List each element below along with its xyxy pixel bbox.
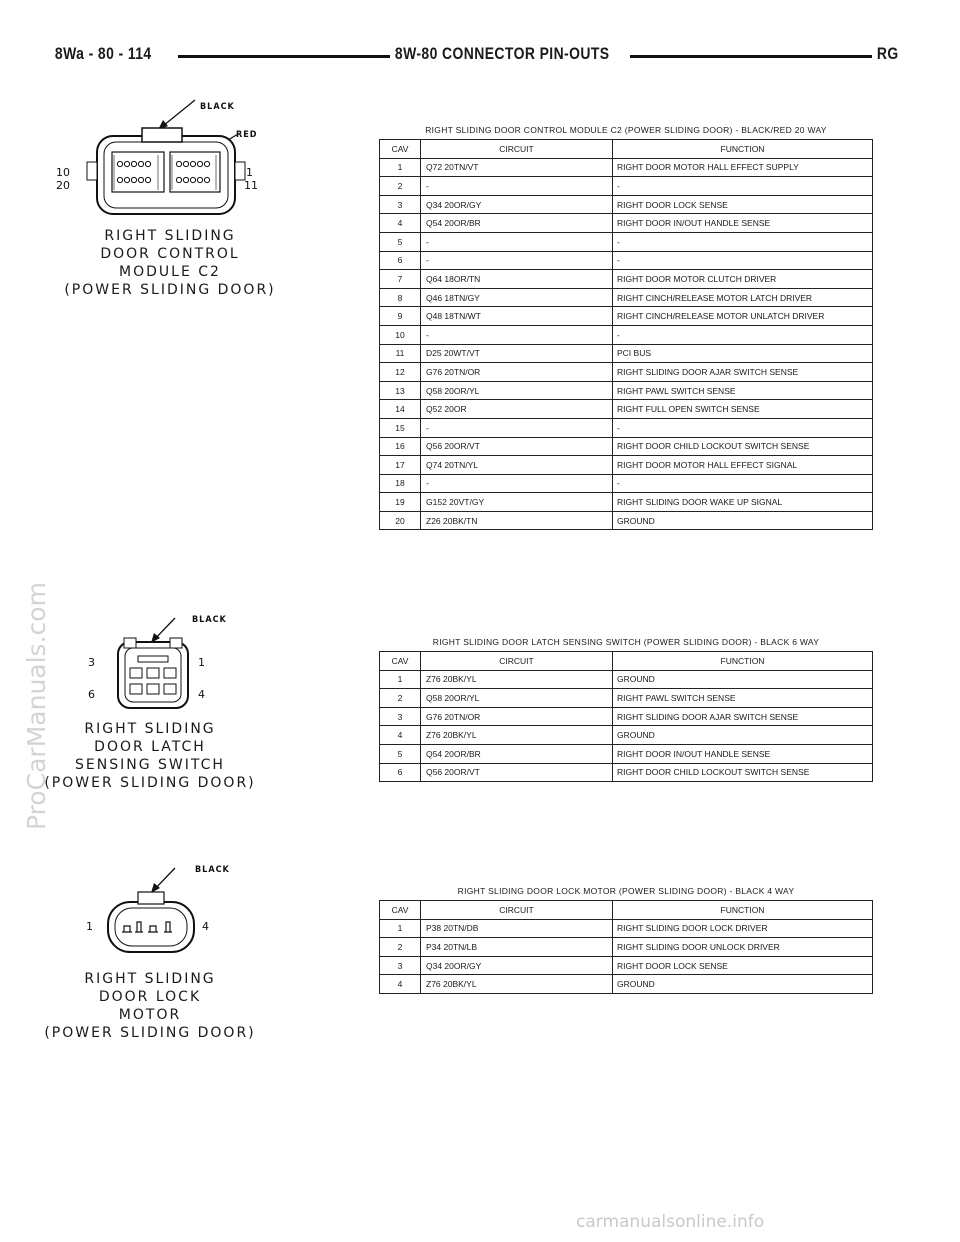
cav-cell: 4: [380, 726, 421, 745]
function-cell: GROUND: [613, 975, 873, 994]
function-cell: RIGHT DOOR LOCK SENSE: [613, 956, 873, 975]
col-header-function: FUNCTION: [613, 652, 873, 671]
circuit-cell: Z76 20BK/YL: [421, 670, 613, 689]
table-row: [380, 214, 873, 233]
table-row: [380, 493, 873, 512]
table-row: [380, 975, 873, 994]
circuit-cell: Q58 20OR/YL: [421, 689, 613, 708]
table-row: [380, 251, 873, 270]
col-header-function: FUNCTION: [613, 901, 873, 920]
function-cell: PCI BUS: [613, 344, 873, 363]
pin-label: 1: [86, 920, 93, 933]
pin-label: 10: [56, 166, 70, 179]
circuit-cell: -: [421, 474, 613, 493]
header-rule-left: [178, 55, 400, 58]
connector-lock-motor-icon: [80, 862, 260, 972]
circuit-cell: Q56 20OR/VT: [421, 763, 613, 782]
cav-cell: 14: [380, 400, 421, 419]
cav-cell: 11: [380, 344, 421, 363]
table-row: [380, 437, 873, 456]
pin-label: 20: [56, 179, 70, 192]
table-row: [380, 363, 873, 382]
table-title: RIGHT SLIDING DOOR LATCH SENSING SWITCH (POWER SLIDING DOOR) - BLACK 6 WAY: [432, 637, 820, 647]
connector-latch-caption: RIGHT SLIDING DOOR LATCH SENSING SWITCH (POWER SLIDING DOOR): [44, 721, 256, 791]
connector-c2-icon: [50, 100, 290, 230]
circuit-cell: P38 20TN/DB: [421, 919, 613, 938]
pin-label: 3: [88, 656, 95, 669]
cav-cell: 1: [380, 919, 421, 938]
cav-cell: 6: [380, 763, 421, 782]
col-header-circuit: CIRCUIT: [421, 901, 613, 920]
table-row: [380, 726, 873, 745]
circuit-cell: Q52 20OR: [421, 400, 613, 419]
circuit-cell: Q34 20OR/GY: [421, 195, 613, 214]
pinout-table-c2: [379, 125, 873, 530]
cav-cell: 2: [380, 938, 421, 957]
cav-cell: 4: [380, 214, 421, 233]
pin-label: 11: [244, 179, 258, 192]
circuit-cell: Q74 20TN/YL: [421, 456, 613, 475]
table-row: [380, 744, 873, 763]
table-row: [380, 288, 873, 307]
circuit-cell: -: [421, 232, 613, 251]
table-row: [380, 763, 873, 782]
cav-cell: 3: [380, 195, 421, 214]
cav-cell: 9: [380, 307, 421, 326]
color-label-black: BLACK: [195, 865, 230, 875]
cav-cell: 16: [380, 437, 421, 456]
pinout-table-lock-motor: [379, 886, 873, 994]
function-cell: -: [613, 177, 873, 196]
cav-cell: 5: [380, 744, 421, 763]
function-cell: RIGHT DOOR MOTOR CLUTCH DRIVER: [613, 270, 873, 289]
circuit-cell: -: [421, 177, 613, 196]
function-cell: RIGHT SLIDING DOOR AJAR SWITCH SENSE: [613, 707, 873, 726]
pin-label: 4: [198, 688, 205, 701]
function-cell: RIGHT DOOR IN/OUT HANDLE SENSE: [613, 744, 873, 763]
table-row: [380, 511, 873, 530]
table-row: [380, 689, 873, 708]
function-cell: RIGHT DOOR CHILD LOCKOUT SWITCH SENSE: [613, 437, 873, 456]
function-cell: RIGHT SLIDING DOOR UNLOCK DRIVER: [613, 938, 873, 957]
function-cell: GROUND: [613, 670, 873, 689]
pin-label: 4: [202, 920, 209, 933]
function-cell: GROUND: [613, 726, 873, 745]
col-header-circuit: CIRCUIT: [421, 652, 613, 671]
pin-label: 1: [198, 656, 205, 669]
cav-cell: 4: [380, 975, 421, 994]
cav-cell: 10: [380, 325, 421, 344]
function-cell: GROUND: [613, 511, 873, 530]
table-row: [380, 232, 873, 251]
cav-cell: 20: [380, 511, 421, 530]
function-cell: RIGHT DOOR IN/OUT HANDLE SENSE: [613, 214, 873, 233]
cav-cell: 17: [380, 456, 421, 475]
function-cell: RIGHT DOOR LOCK SENSE: [613, 195, 873, 214]
col-header-function: FUNCTION: [613, 140, 873, 159]
cav-cell: 18: [380, 474, 421, 493]
cav-cell: 2: [380, 689, 421, 708]
cav-cell: 1: [380, 670, 421, 689]
pinout-table: [379, 651, 873, 782]
watermark-left: ProCarManuals.com: [22, 582, 51, 830]
connector-lock-motor-drawing: [80, 862, 280, 972]
function-cell: RIGHT PAWL SWITCH SENSE: [613, 381, 873, 400]
function-cell: RIGHT PAWL SWITCH SENSE: [613, 689, 873, 708]
cav-cell: 12: [380, 363, 421, 382]
circuit-cell: Q54 20OR/BR: [421, 744, 613, 763]
function-cell: RIGHT SLIDING DOOR AJAR SWITCH SENSE: [613, 363, 873, 382]
col-header-cav: CAV: [380, 901, 421, 920]
circuit-cell: Q48 18TN/WT: [421, 307, 613, 326]
color-label-black: BLACK: [200, 102, 235, 112]
table-row: [380, 456, 873, 475]
table-title: RIGHT SLIDING DOOR CONTROL MODULE C2 (POWER SLIDING DOOR) - BLACK/RED 20 WAY: [425, 125, 827, 135]
table-row: [380, 474, 873, 493]
table-row: [380, 956, 873, 975]
color-label-black: BLACK: [192, 615, 227, 625]
function-cell: -: [613, 325, 873, 344]
circuit-cell: Q56 20OR/VT: [421, 437, 613, 456]
table-body: [380, 919, 873, 993]
table-row: [380, 919, 873, 938]
circuit-cell: G76 20TN/OR: [421, 707, 613, 726]
connector-latch-drawing: [80, 612, 280, 722]
table-row: [380, 670, 873, 689]
watermark-bottom: carmanualsonline.info: [576, 1212, 765, 1232]
cav-cell: 1: [380, 158, 421, 177]
pinout-table-latch: [379, 637, 873, 782]
circuit-cell: G152 20VT/GY: [421, 493, 613, 512]
table-row: [380, 381, 873, 400]
circuit-cell: Q64 18OR/TN: [421, 270, 613, 289]
circuit-cell: -: [421, 325, 613, 344]
col-header-cav: CAV: [380, 140, 421, 159]
circuit-cell: Q58 20OR/YL: [421, 381, 613, 400]
circuit-cell: Z76 20BK/YL: [421, 975, 613, 994]
cav-cell: 8: [380, 288, 421, 307]
circuit-cell: Z76 20BK/YL: [421, 726, 613, 745]
circuit-cell: G76 20TN/OR: [421, 363, 613, 382]
page-number: 8Wa - 80 - 114: [50, 44, 156, 64]
function-cell: RIGHT SLIDING DOOR LOCK DRIVER: [613, 919, 873, 938]
function-cell: -: [613, 251, 873, 270]
circuit-cell: P34 20TN/LB: [421, 938, 613, 957]
model-code: RG: [872, 44, 904, 64]
table-row: [380, 177, 873, 196]
cav-cell: 13: [380, 381, 421, 400]
table-row: [380, 307, 873, 326]
function-cell: RIGHT DOOR CHILD LOCKOUT SWITCH SENSE: [613, 763, 873, 782]
circuit-cell: Q46 18TN/GY: [421, 288, 613, 307]
function-cell: RIGHT FULL OPEN SWITCH SENSE: [613, 400, 873, 419]
pin-label: 1: [246, 166, 253, 179]
circuit-cell: D25 20WT/VT: [421, 344, 613, 363]
table-row: [380, 938, 873, 957]
table-title: RIGHT SLIDING DOOR LOCK MOTOR (POWER SLIDING DOOR) - BLACK 4 WAY: [457, 886, 795, 896]
table-row: [380, 400, 873, 419]
table-row: [380, 325, 873, 344]
cav-cell: 3: [380, 956, 421, 975]
color-label-red: RED: [236, 130, 258, 140]
col-header-cav: CAV: [380, 652, 421, 671]
table-row: [380, 158, 873, 177]
table-body: [380, 158, 873, 530]
circuit-cell: -: [421, 418, 613, 437]
function-cell: RIGHT DOOR MOTOR HALL EFFECT SIGNAL: [613, 456, 873, 475]
connector-latch-icon: [80, 612, 260, 722]
circuit-cell: Q72 20TN/VT: [421, 158, 613, 177]
connector-lock-motor-caption: RIGHT SLIDING DOOR LOCK MOTOR (POWER SLIDING DOOR): [44, 971, 256, 1041]
circuit-cell: -: [421, 251, 613, 270]
cav-cell: 19: [380, 493, 421, 512]
pinout-table: [379, 139, 873, 530]
col-header-circuit: CIRCUIT: [421, 140, 613, 159]
pinout-table: [379, 900, 873, 994]
function-cell: RIGHT CINCH/RELEASE MOTOR UNLATCH DRIVER: [613, 307, 873, 326]
cav-cell: 5: [380, 232, 421, 251]
section-title: 8W-80 CONNECTOR PIN-OUTS: [390, 44, 614, 64]
cav-cell: 7: [380, 270, 421, 289]
table-row: [380, 418, 873, 437]
table-row: [380, 270, 873, 289]
page-header: [50, 44, 910, 74]
function-cell: -: [613, 418, 873, 437]
pin-label: 6: [88, 688, 95, 701]
circuit-cell: Q34 20OR/GY: [421, 956, 613, 975]
function-cell: RIGHT DOOR MOTOR HALL EFFECT SUPPLY: [613, 158, 873, 177]
table-row: [380, 344, 873, 363]
circuit-cell: Q54 20OR/BR: [421, 214, 613, 233]
function-cell: -: [613, 232, 873, 251]
table-body: [380, 670, 873, 782]
header-rule-right: [630, 55, 880, 58]
cav-cell: 2: [380, 177, 421, 196]
cav-cell: 6: [380, 251, 421, 270]
function-cell: RIGHT CINCH/RELEASE MOTOR LATCH DRIVER: [613, 288, 873, 307]
function-cell: -: [613, 474, 873, 493]
table-row: [380, 707, 873, 726]
cav-cell: 15: [380, 418, 421, 437]
connector-c2-caption: RIGHT SLIDING DOOR CONTROL MODULE C2 (POWER SLIDING DOOR): [64, 228, 276, 298]
table-row: [380, 195, 873, 214]
cav-cell: 3: [380, 707, 421, 726]
function-cell: RIGHT SLIDING DOOR WAKE UP SIGNAL: [613, 493, 873, 512]
circuit-cell: Z26 20BK/TN: [421, 511, 613, 530]
